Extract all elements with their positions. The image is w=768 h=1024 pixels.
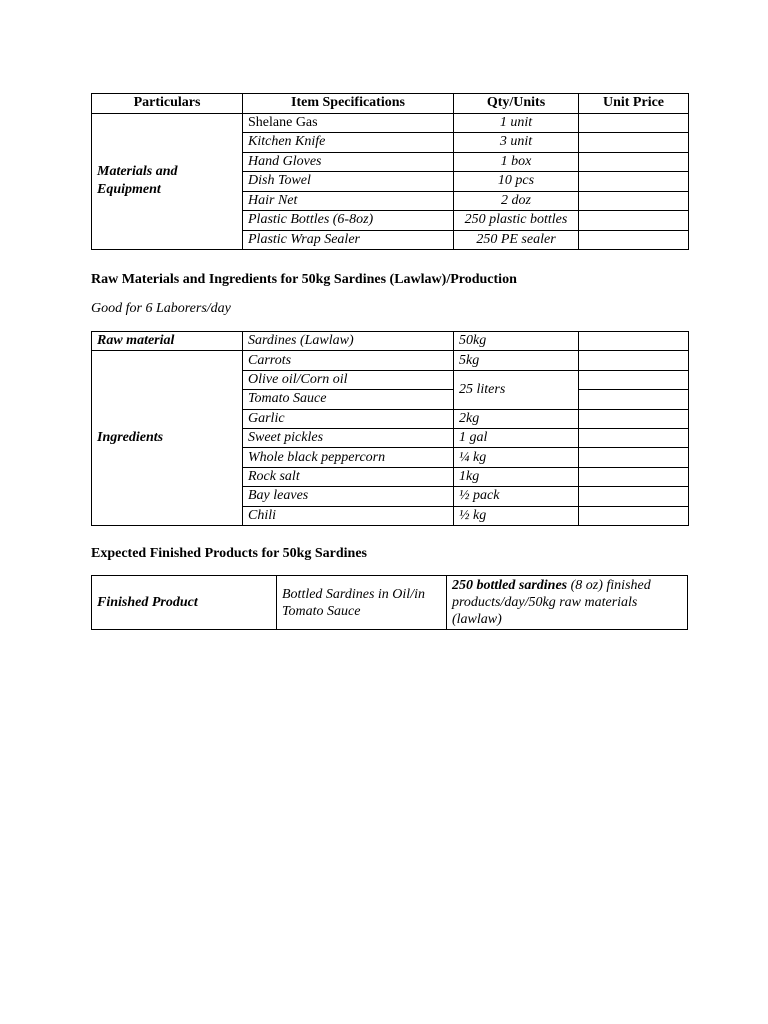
ingredient-item: Garlic <box>243 409 454 428</box>
item-qty: 1 box <box>454 152 579 172</box>
ingredient-qty: 2kg <box>454 409 579 428</box>
table-row <box>92 576 688 630</box>
raw-material-qty: 50kg <box>454 332 579 351</box>
item-price <box>579 152 689 172</box>
item-qty: 10 pcs <box>454 172 579 192</box>
ingredient-item: Tomato Sauce <box>243 390 454 409</box>
price-cell <box>579 428 689 447</box>
column-header: Particulars <box>92 94 243 114</box>
price-cell <box>579 448 689 467</box>
table-row <box>92 351 689 370</box>
column-header: Qty/Units <box>454 94 579 114</box>
price-cell <box>579 351 689 370</box>
output-details: (8 oz) finished products/day/50kg raw materials (lawlaw) <box>452 578 651 627</box>
item-qty: 2 doz <box>454 191 579 211</box>
item-qty: 250 plastic bottles <box>454 211 579 231</box>
item-price <box>579 211 689 231</box>
finished-product-table <box>91 575 688 630</box>
ingredient-item: Whole black peppercorn <box>243 448 454 467</box>
table-row <box>92 332 689 351</box>
finished-product-output <box>447 576 688 630</box>
ingredient-qty: 1kg <box>454 467 579 486</box>
ingredient-item: Rock salt <box>243 467 454 486</box>
ingredient-qty: ¼ kg <box>454 448 579 467</box>
column-header: Unit Price <box>579 94 689 114</box>
ingredient-qty: 25 liters <box>454 370 579 409</box>
item-price <box>579 191 689 211</box>
ingredient-qty: ½ pack <box>454 487 579 506</box>
item-spec: Plastic Bottles (6-8oz) <box>243 211 454 231</box>
output-quantity: 250 bottled sardines <box>452 578 568 593</box>
price-cell <box>579 467 689 486</box>
item-price <box>579 113 689 133</box>
price-cell <box>579 487 689 506</box>
price-cell <box>579 370 689 389</box>
item-spec: Hair Net <box>243 191 454 211</box>
section-note: Good for 6 Laborers/day <box>91 301 231 316</box>
finished-product-label: Finished Product <box>92 576 277 630</box>
ingredients-label: Ingredients <box>92 351 243 526</box>
item-price <box>579 230 689 250</box>
item-price <box>579 172 689 192</box>
item-spec: Kitchen Knife <box>243 133 454 153</box>
ingredient-qty: 1 gal <box>454 428 579 447</box>
price-cell <box>579 409 689 428</box>
item-qty: 250 PE sealer <box>454 230 579 250</box>
price-cell <box>579 506 689 525</box>
item-qty: 3 unit <box>454 133 579 153</box>
item-spec: Dish Towel <box>243 172 454 192</box>
ingredient-item: Bay leaves <box>243 487 454 506</box>
ingredient-item: Chili <box>243 506 454 525</box>
ingredient-qty: 5kg <box>454 351 579 370</box>
column-header: Item Specifications <box>243 94 454 114</box>
ingredient-qty: ½ kg <box>454 506 579 525</box>
price-cell <box>579 332 689 351</box>
table-header-row <box>92 94 689 114</box>
item-price <box>579 133 689 153</box>
table-row <box>92 113 689 133</box>
group-label: Materials and Equipment <box>92 113 243 250</box>
section-heading: Expected Finished Products for 50kg Sardines <box>91 546 368 561</box>
ingredients-table <box>91 331 689 526</box>
item-qty: 1 unit <box>454 113 579 133</box>
item-spec: Plastic Wrap Sealer <box>243 230 454 250</box>
finished-product-name: Bottled Sardines in Oil/in Tomato Sauce <box>277 576 447 630</box>
raw-material-item: Sardines (Lawlaw) <box>243 332 454 351</box>
ingredient-item: Olive oil/Corn oil <box>243 370 454 389</box>
equipment-table <box>91 93 689 250</box>
section-heading: Raw Materials and Ingredients for 50kg Sardines (Lawlaw)/Production <box>91 272 517 287</box>
ingredient-item: Sweet pickles <box>243 428 454 447</box>
raw-material-label: Raw material <box>92 332 243 351</box>
price-cell <box>579 390 689 409</box>
item-spec: Hand Gloves <box>243 152 454 172</box>
ingredient-item: Carrots <box>243 351 454 370</box>
item-spec: Shelane Gas <box>243 113 454 133</box>
